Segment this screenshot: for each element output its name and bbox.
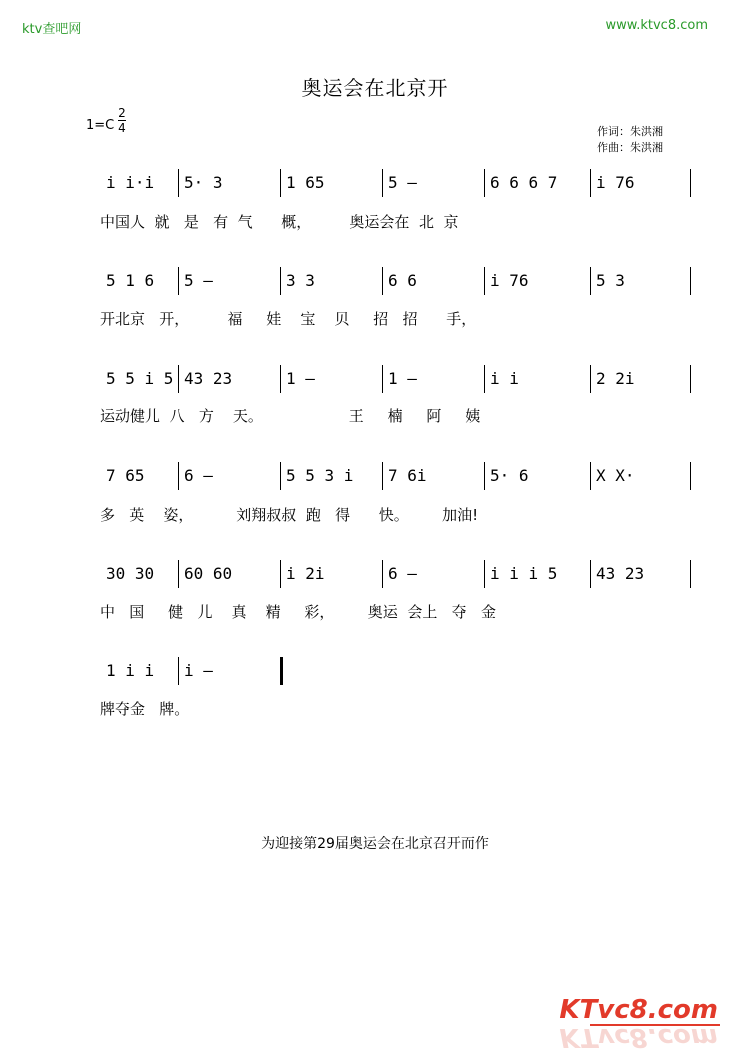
measure: 6 – <box>184 466 213 485</box>
bar-line <box>484 267 485 295</box>
bar-line <box>484 462 485 490</box>
bar-line <box>382 169 383 197</box>
footer-note: 为迎接第29届奥运会在北京召开而作 <box>261 836 489 852</box>
bar-line <box>382 267 383 295</box>
song-title: 奥运会在北京开 <box>301 76 449 100</box>
measure: 7 65 <box>106 466 145 485</box>
measure: 5 1 6 <box>106 271 155 290</box>
measure: 1 – <box>286 369 315 388</box>
bar-line <box>484 365 485 393</box>
bar-line <box>590 267 591 295</box>
bar-line <box>590 462 591 490</box>
measure: i 76 <box>490 271 529 290</box>
watermark-reflection: KTvc8.com <box>559 1022 718 1052</box>
measure: i i i 5 <box>490 564 558 583</box>
bar-line <box>178 267 179 295</box>
measure: 1 65 <box>286 173 325 192</box>
lyrics-line: 开北京 开， 福 娃 宝 贝 招 招 手， <box>100 310 477 328</box>
bar-line <box>178 365 179 393</box>
time-signature-top: 2 <box>118 106 126 120</box>
time-signature <box>117 106 127 135</box>
watermark-logo: KTvc8.com <box>559 995 718 1025</box>
measure: 43 23 <box>596 564 645 583</box>
bar-line <box>690 462 691 490</box>
bar-line <box>382 560 383 588</box>
time-signature-bottom: 4 <box>118 121 126 135</box>
lyricist-credit: 作词：朱洪湘 <box>597 125 663 138</box>
bar-line <box>590 365 591 393</box>
measure: 5· 3 <box>184 173 223 192</box>
site-url-right[interactable]: www.ktvc8.com <box>605 18 708 33</box>
measure: 5 5 3 i <box>286 466 354 485</box>
bar-line <box>280 657 283 685</box>
measure: i i <box>490 369 519 388</box>
credits <box>597 124 663 156</box>
composer-credit: 作曲：朱洪湘 <box>597 141 663 154</box>
measure: i i·i <box>106 173 155 192</box>
bar-line <box>280 169 281 197</box>
lyrics-line: 运动健儿 八 方 天。 王 楠 阿 姨 <box>100 407 481 425</box>
lyrics-line: 中国人 就 是 有 气 概， 奥运会在 北 京 <box>100 213 459 231</box>
bar-line <box>178 462 179 490</box>
bar-line <box>178 169 179 197</box>
measure: i – <box>184 661 213 680</box>
bar-line <box>280 560 281 588</box>
measure: i 2i <box>286 564 325 583</box>
bar-line <box>280 462 281 490</box>
key-signature: 1=C <box>86 118 115 133</box>
measure: X X· <box>596 466 635 485</box>
lyrics-line: 多 英 姿， 刘翔叔叔 跑 得 快。 加油! <box>100 506 479 524</box>
bar-line <box>484 169 485 197</box>
measure: i 76 <box>596 173 635 192</box>
bar-line <box>590 169 591 197</box>
measure: 1 – <box>388 369 417 388</box>
bar-line <box>382 462 383 490</box>
measure: 5 3 <box>596 271 625 290</box>
lyrics-line: 中 国 健 儿 真 精 彩， 奥运 会上 夺 金 <box>100 603 496 621</box>
measure: 2 2i <box>596 369 635 388</box>
measure: 6 6 6 7 <box>490 173 558 192</box>
lyrics-line: 牌夺金 牌。 <box>100 700 190 718</box>
measure: 6 6 <box>388 271 417 290</box>
bar-line <box>382 365 383 393</box>
bar-line <box>178 560 179 588</box>
bar-line <box>690 169 691 197</box>
bar-line <box>484 560 485 588</box>
measure: 5 – <box>184 271 213 290</box>
measure: 1 i i <box>106 661 155 680</box>
measure: 6 – <box>388 564 417 583</box>
bar-line <box>690 560 691 588</box>
bar-line <box>178 657 179 685</box>
measure: 60 60 <box>184 564 233 583</box>
bar-line <box>280 365 281 393</box>
bar-line <box>690 267 691 295</box>
measure: 7 6i <box>388 466 427 485</box>
bar-line <box>280 267 281 295</box>
bar-line <box>590 560 591 588</box>
measure: 30 30 <box>106 564 155 583</box>
measure: 3 3 <box>286 271 315 290</box>
measure: 43 23 <box>184 369 233 388</box>
measure: 5 5 i 5 <box>106 369 174 388</box>
site-name-left[interactable]: ktv查吧网 <box>22 22 82 37</box>
bar-line <box>690 365 691 393</box>
measure: 5· 6 <box>490 466 529 485</box>
measure: 5 – <box>388 173 417 192</box>
